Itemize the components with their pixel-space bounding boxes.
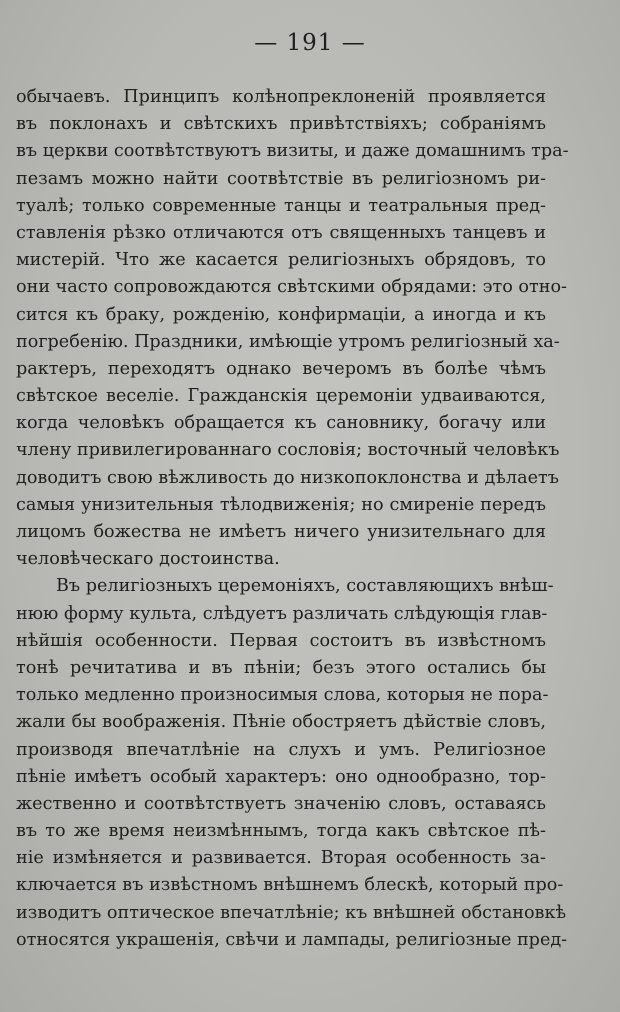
text-line: жественно и соотвѣтствуетъ значенію словъ, оставаясь [16,793,546,814]
text-line: доводитъ свою вѣжливость до низкопоклонства и дѣлаетъ [16,467,559,488]
text-line: мистерій. Что же касается религіозныхъ обрядовъ, то [16,250,546,271]
text-line: человѣческаго достоинства. [16,549,280,570]
text-line: нюю форму культа, слѣдуетъ различать слѣдующія глав- [16,603,548,624]
text-line: ніе измѣняется и развивается. Вторая особенность за- [16,848,546,869]
text-line: производя впечатлѣніе на слухъ и умъ. Религіозное [16,739,546,760]
text-line: ставленія рѣзко отличаются отъ священныхъ танцевъ и [16,222,546,243]
text-line: обычаевъ. Принципъ колѣнопреклоненій проявляется [16,87,546,107]
text-line: сится къ браку, рожденію, конфирмаціи, а иногда и къ [16,304,546,325]
text-line: въ то же время неизмѣннымъ, тогда какъ свѣтское пѣ- [16,821,546,842]
text-line: Въ религіозныхъ церемоніяхъ, составляющихъ внѣш- [56,576,554,597]
text-line: въ церкви соотвѣтствуютъ визиты, и даже домашнимъ тра- [16,141,569,162]
text-line: рактеръ, переходятъ однако вечеромъ въ болѣе чѣмъ [16,358,546,379]
page-number: — 191 — [254,30,366,56]
text-line: они часто сопровождаются свѣтскими обрядами: это отно- [16,277,567,298]
text-line: туалѣ; только современные танцы и театральныя пред- [16,195,546,216]
paragraph [16,573,568,954]
text-line: въ поклонахъ и свѣтскихъ привѣтствіяхъ; собраніямъ [16,114,546,135]
text-line: ключается въ извѣстномъ внѣшнемъ блескѣ, который про- [16,875,564,896]
body-text [16,84,569,954]
text-line: самыя унизительныя тѣлодвиженія; но смиреніе передъ [16,494,546,515]
text-line: тонѣ речитатива и въ пѣніи; безъ этого остались бы [16,657,546,678]
text-line: члену привилегированнаго сословія; восточный человѣкъ [16,440,560,461]
text-line: погребенію. Праздники, имѣющіе утромъ религіозный ха- [16,331,560,352]
text-line: пѣніе имѣетъ особый характеръ: оно однообразно, тор- [16,766,546,787]
text-line: лицомъ божества не имѣетъ ничего унизительнаго для [16,522,546,542]
text-line: нѣйшія особенности. Первая состоитъ въ извѣстномъ [16,630,546,651]
text-line: пезамъ можно найти соотвѣтствіе въ религіозномъ ри- [16,168,546,189]
paragraph [16,84,569,573]
text-line: жали бы воображенія. Пѣніе обостряетъ дѣйствіе словъ, [16,712,546,733]
text-line: свѣтское веселіе. Гражданскія церемоніи удваиваются, [16,386,546,407]
text-line: изводитъ оптическое впечатлѣніе; къ внѣшней обстановкѣ [16,902,567,923]
text-line: когда человѣкъ обращается къ сановнику, богачу или [16,413,546,434]
text-line: только медленно произносимыя слова, которыя не пора- [16,685,549,706]
text-line: относятся украшенія, свѣчи и лампады, религіозные пред- [16,929,568,950]
